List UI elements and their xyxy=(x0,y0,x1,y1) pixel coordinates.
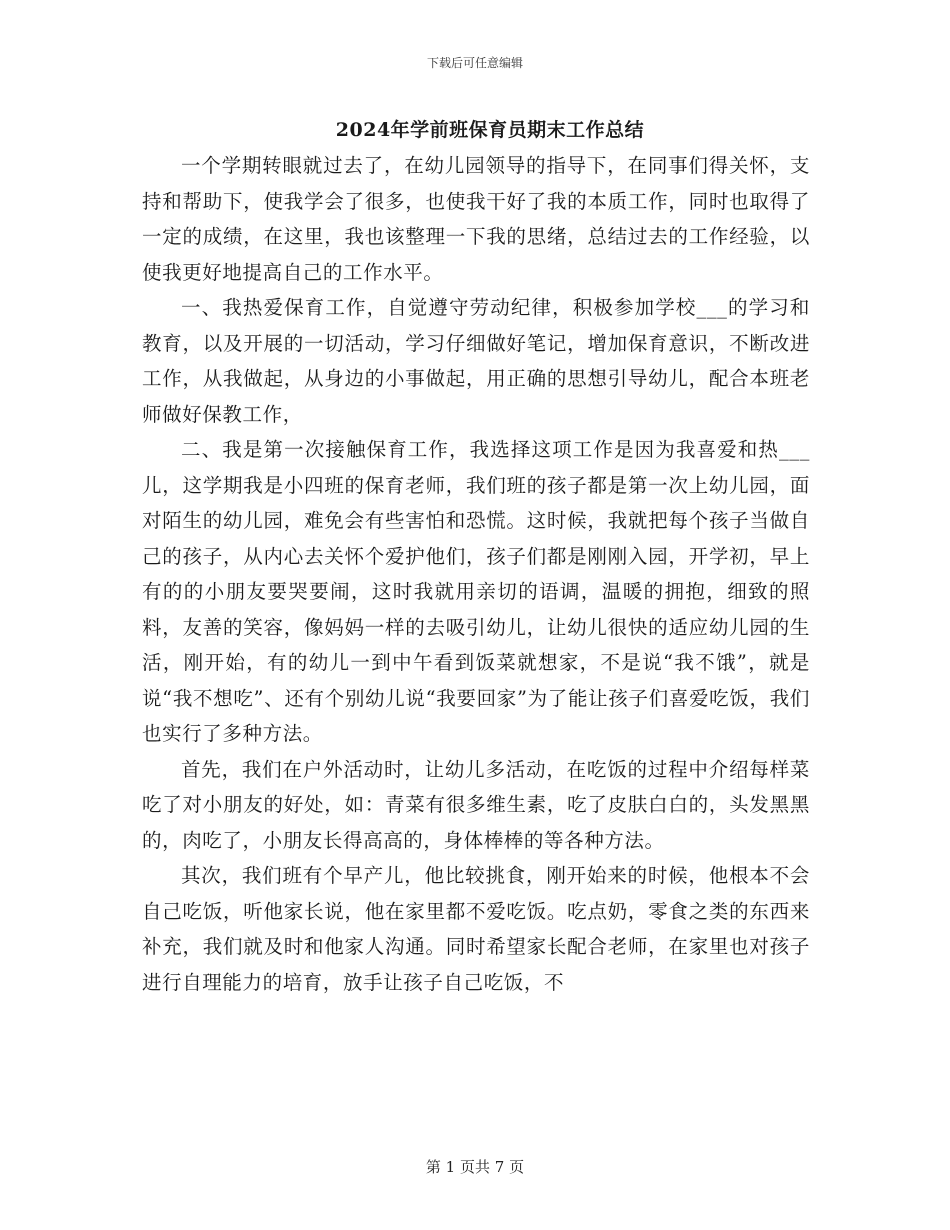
document-title: 2024年学前班保育员期末工作总结 xyxy=(335,119,645,141)
paragraph-section-one: 一、我热爱保育工作，自觉遵守劳动纪律，积极参加学校___的学习和教育，以及开展的一切活动，学习仔细做好笔记，增加保育意识，不断改进工作，从我做起，从身边的小事做起，用正确的思想引导幼儿，配合本班老师做好保教工作， xyxy=(142,296,810,426)
document-body xyxy=(142,148,810,1000)
paragraph-intro: 一个学期转眼就过去了，在幼儿园领导的指导下，在同事们得关怀，支持和帮助下，使我学会了很多，也使我干好了我的本质工作，同时也取得了一定的成绩，在这里，我也该整理一下我的思绪，总结过去的工作经验，以使我更好地提高自己的工作水平。 xyxy=(142,154,810,284)
page-number: 第 1 页共 7 页 xyxy=(425,1158,525,1176)
paragraph-second-method: 其次，我们班有个早产儿，他比较挑食，刚开始来的时候，他根本不会自己吃饭，听他家长说，他在家里都不爱吃饭。吃点奶，零食之类的东西来补充，我们就及时和他家人沟通。同时希望家长配合老师，在家里也对孩子进行自理能力的培育，放手让孩子自己吃饭，不 xyxy=(142,864,810,994)
paragraph-first-method: 首先，我们在户外活动时，让幼儿多活动，在吃饭的过程中介绍每样菜吃了对小朋友的好处，如：青菜有很多维生素，吃了皮肤白白的，头发黑黑的，肉吃了，小朋友长得高高的，身体棒棒的等各种方法。 xyxy=(142,757,810,852)
header-note: 下载后可任意编辑 xyxy=(426,56,523,70)
paragraph-section-two: 二、我是第一次接触保育工作，我选择这项工作是因为我喜爱和热___儿，这学期我是小四班的保育老师，我们班的孩子都是第一次上幼儿园，面对陌生的幼儿园，难免会有些害怕和恐慌。这时候，我就把每个孩子当做自己的孩子，从内心去关怀个爱护他们，孩子们都是刚刚入园，开学初，早上有的的小朋友要哭要闹，这时我就用亲切的语调，温暖的拥抱，细致的照料，友善的笑容，像妈妈一样的去吸引幼儿，让幼儿很快的适应幼儿园的生活，刚开始，有的幼儿一到中午看到饭菜就想家，不是说“我不饿”，就是说“我不想吃”、还有个别幼儿说“我要回家”为了能让孩子们喜爱吃饭，我们也实行了多种方法。 xyxy=(142,438,810,745)
